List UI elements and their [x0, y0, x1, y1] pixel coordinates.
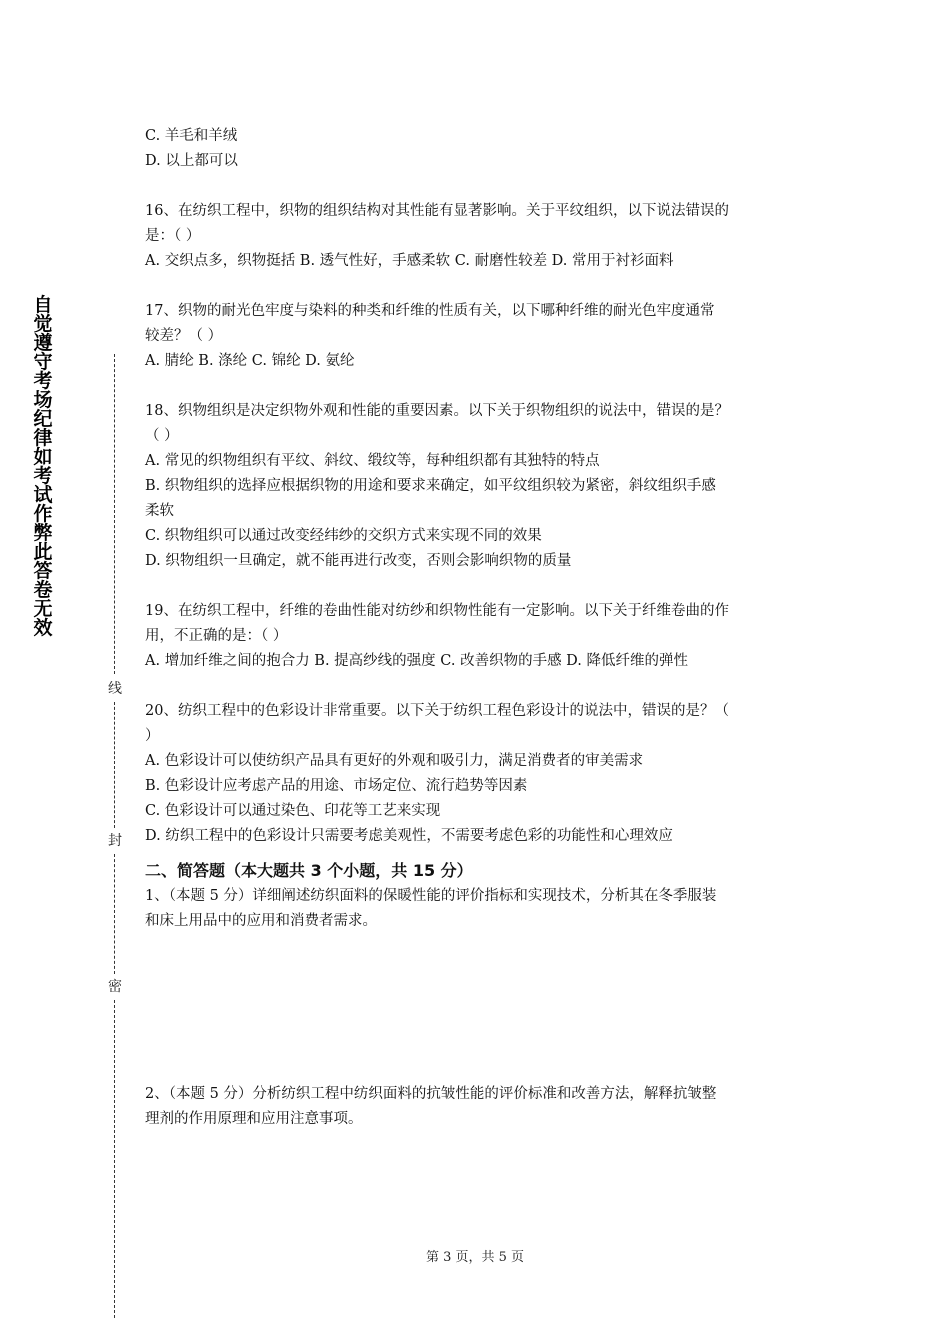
- option-b: B. 织物组织的选择应根据织物的用途和要求来确定，如平纹组织较为紧密，斜纹组织手感: [145, 478, 716, 494]
- question-20: [145, 699, 815, 849]
- question-text: 理剂的作用原理和应用注意事项。: [145, 1111, 363, 1127]
- section-title-short-answer: 二、简答题（本大题共 3 个小题，共 15 分）: [145, 861, 473, 880]
- binding-label-line: 线: [108, 681, 122, 697]
- option-d: D. 纺织工程中的色彩设计只需要考虑美观性，不需要考虑色彩的功能性和心理效应: [145, 828, 673, 844]
- option-c: C. 织物组织可以通过改变经纬纱的交织方式来实现不同的效果: [145, 528, 542, 544]
- question-text: 是：（ ）: [145, 228, 201, 244]
- question-15-tail: [145, 124, 815, 174]
- binding-line-segment: [114, 702, 115, 828]
- question-text: （ ）: [145, 428, 179, 444]
- question-text: 用，不正确的是：（ ）: [145, 628, 288, 644]
- question-19: [145, 599, 815, 674]
- question-text: 和床上用品中的应用和消费者需求。: [145, 913, 377, 929]
- question-18: [145, 399, 815, 574]
- option-d: D. 以上都可以: [145, 153, 238, 169]
- option-c: C. 羊毛和羊绒: [145, 128, 238, 144]
- option-d: D. 织物组织一旦确定，就不能再进行改变，否则会影响织物的质量: [145, 553, 572, 569]
- question-text: 较差？（ ）: [145, 328, 223, 344]
- exam-discipline-warning: 自觉遵守考场纪律如考试作弊此答卷无效: [33, 294, 53, 639]
- question-17: [145, 299, 815, 374]
- question-text: 17、织物的耐光色牢度与染料的种类和纤维的性质有关，以下哪种纤维的耐光色牢度通常: [145, 303, 715, 319]
- option-b-continued: 柔软: [145, 503, 174, 519]
- binding-label-secret: 密: [108, 979, 122, 995]
- exam-content: [145, 124, 815, 1132]
- question-text: 2、（本题 5 分）分析纺织工程中纺织面料的抗皱性能的评价标准和改善方法，解释抗皱整: [145, 1086, 717, 1102]
- binding-line-segment: [114, 1000, 115, 1318]
- short-answer-question-2: [145, 1082, 815, 1132]
- question-text: 1、（本题 5 分）详细阐述纺织面料的保暖性能的评价指标和实现技术，分析其在冬季服装: [145, 888, 717, 904]
- answer-space: [145, 934, 815, 1082]
- question-options: A. 增加纤维之间的抱合力 B. 提高纱线的强度 C. 改善织物的手感 D. 降低纤维的弹性: [145, 653, 689, 669]
- question-16: [145, 199, 815, 274]
- option-a: A. 色彩设计可以使纺织产品具有更好的外观和吸引力，满足消费者的审美需求: [145, 753, 644, 769]
- question-text: 18、织物组织是决定织物外观和性能的重要因素。以下关于织物组织的说法中，错误的是？: [145, 403, 729, 419]
- binding-line-segment: [114, 854, 115, 974]
- page-number: 第 3 页，共 5 页: [425, 1250, 525, 1265]
- option-a: A. 常见的织物组织有平纹、斜纹、缎纹等，每种组织都有其独特的特点: [145, 453, 600, 469]
- binding-line-segment: [114, 354, 115, 674]
- short-answer-question-1: [145, 884, 815, 934]
- question-options: A. 腈纶 B. 涤纶 C. 锦纶 D. 氨纶: [145, 353, 355, 369]
- question-text: 16、在纺织工程中，织物的组织结构对其性能有显著影响。关于平纹组织，以下说法错误的: [145, 203, 729, 219]
- question-text: 19、在纺织工程中，纤维的卷曲性能对纺纱和织物性能有一定影响。以下关于纤维卷曲的作: [145, 603, 729, 619]
- question-text: 20、纺织工程中的色彩设计非常重要。以下关于纺织工程色彩设计的说法中，错误的是？（: [145, 703, 729, 719]
- question-options: A. 交织点多，织物挺括 B. 透气性好，手感柔软 C. 耐磨性较差 D. 常用于衬衫面料: [145, 253, 674, 269]
- option-c: C. 色彩设计可以通过染色、印花等工艺来实现: [145, 803, 441, 819]
- question-text: ）: [145, 728, 160, 744]
- option-b: B. 色彩设计应考虑产品的用途、市场定位、流行趋势等因素: [145, 778, 528, 794]
- binding-label-seal: 封: [108, 833, 122, 849]
